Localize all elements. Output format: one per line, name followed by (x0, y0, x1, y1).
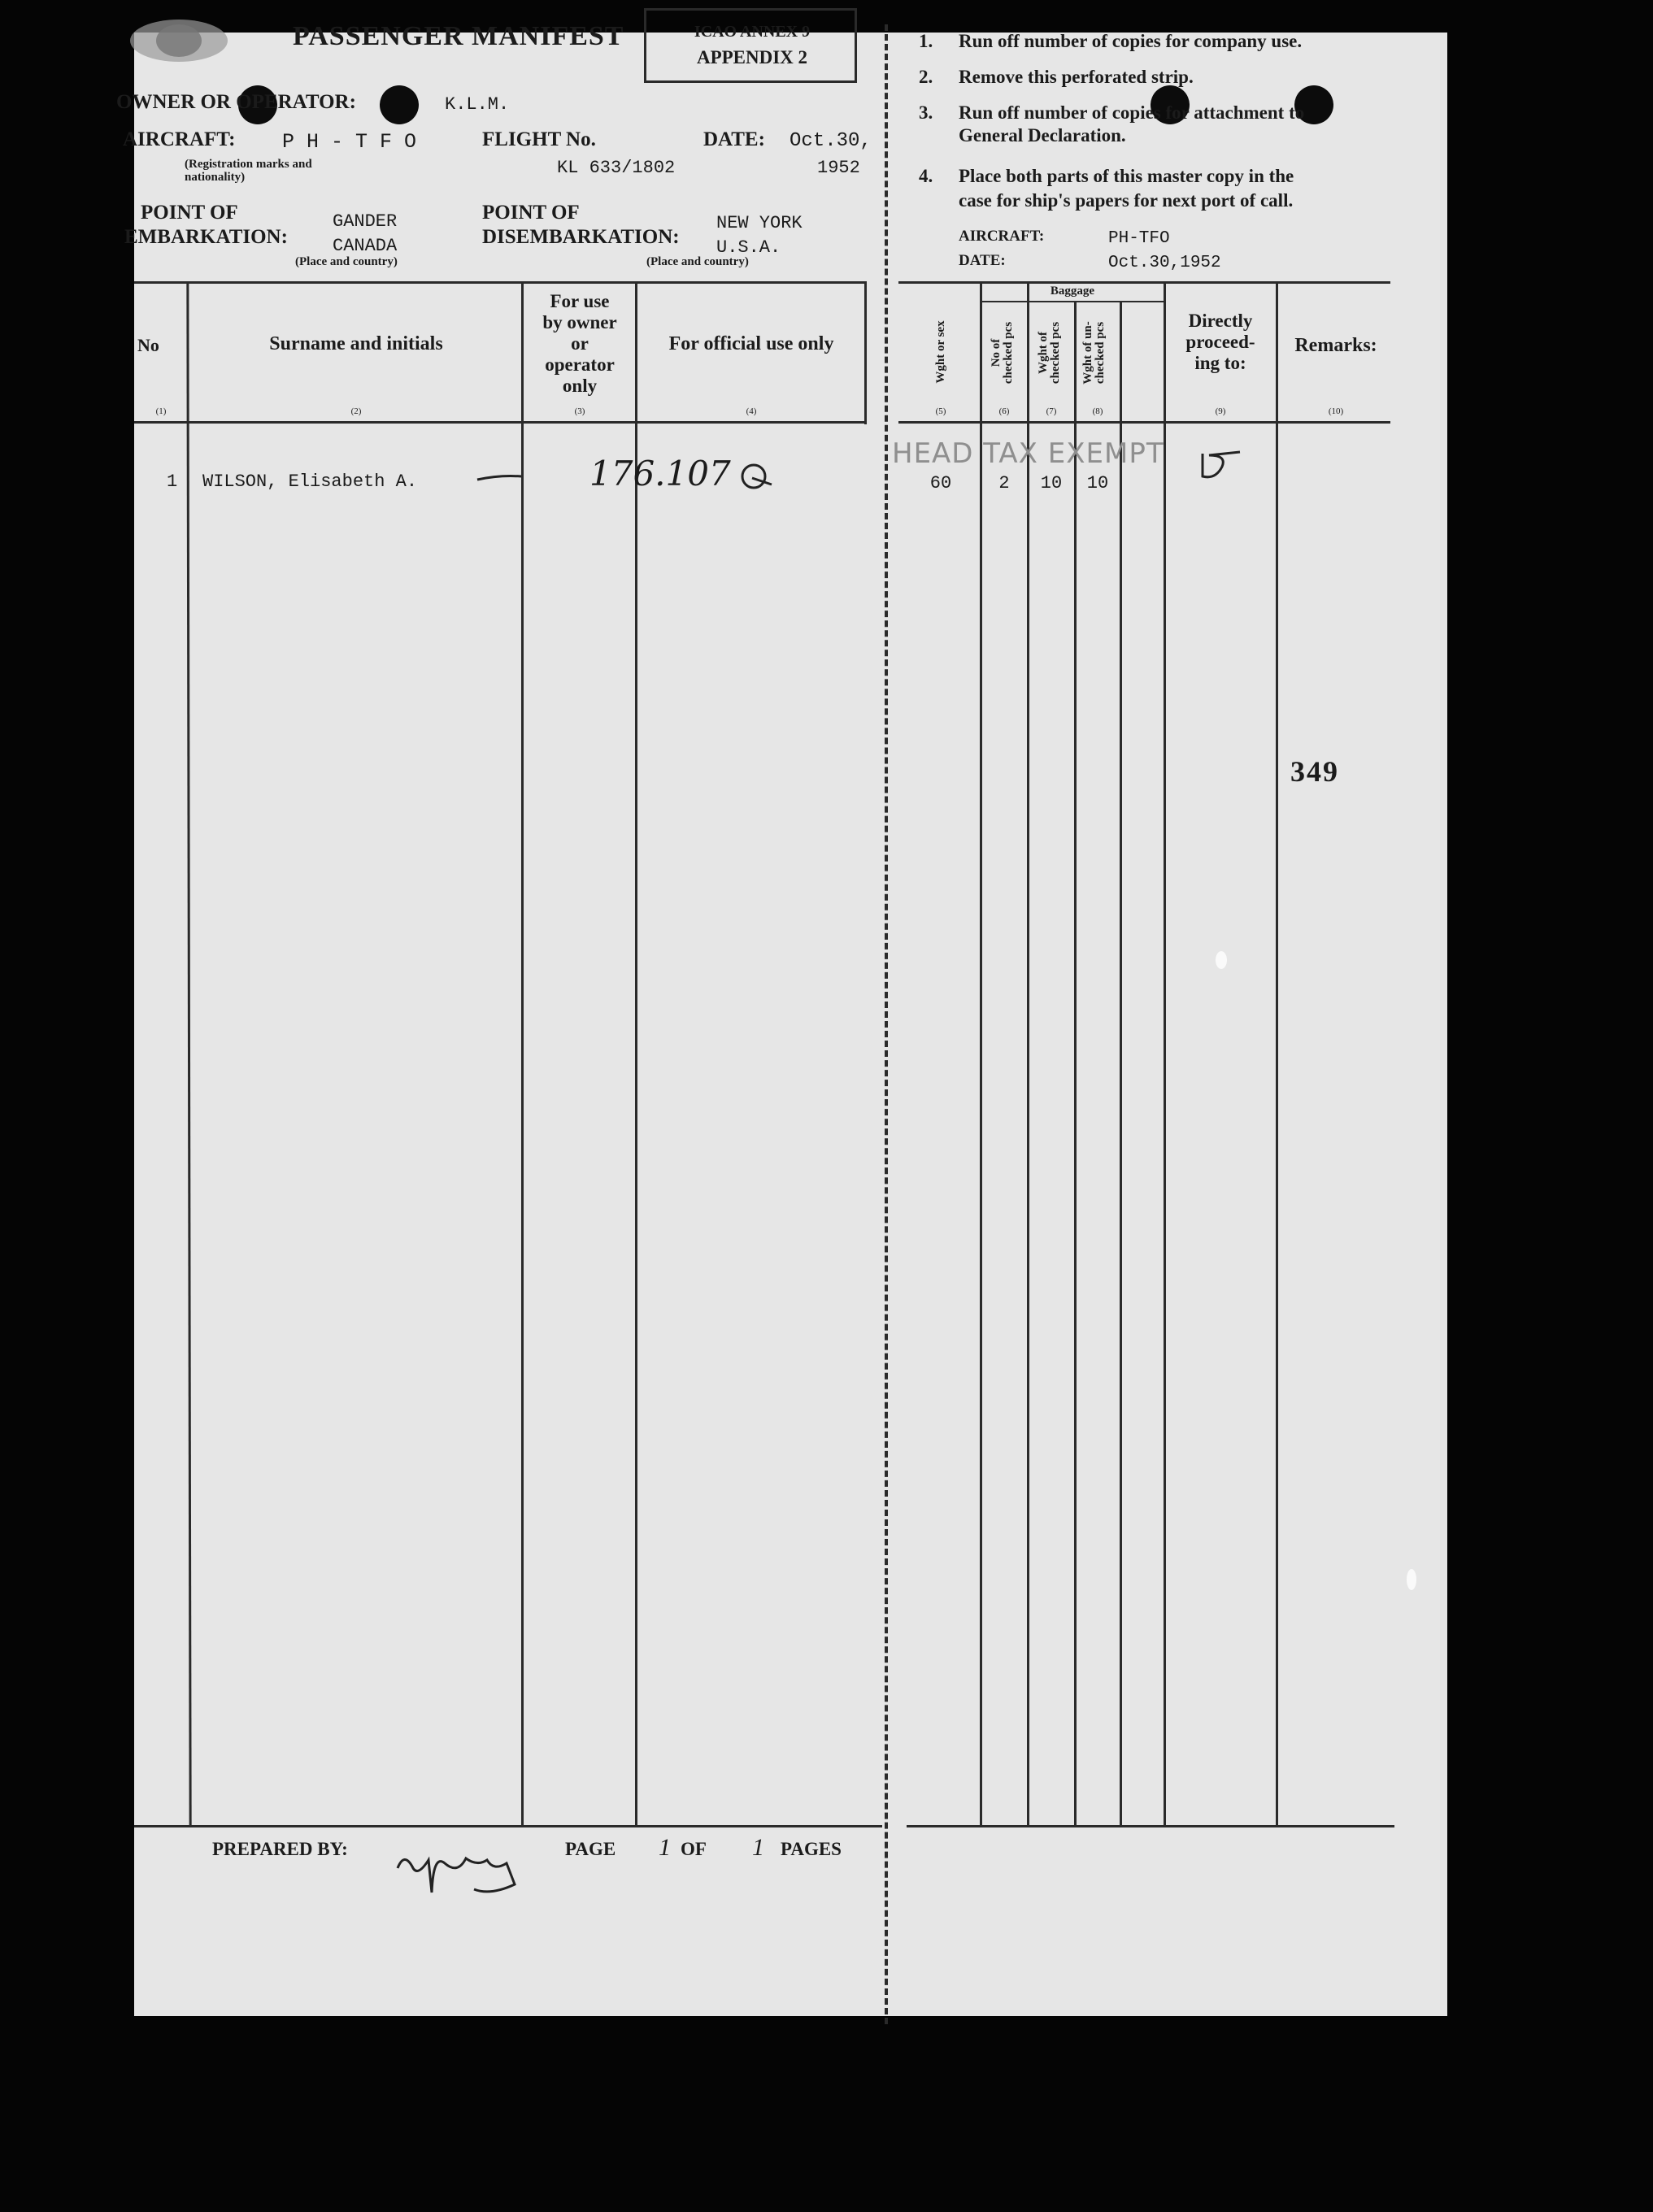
col-number: (10) (1328, 406, 1344, 416)
page-stamp-number: 349 (1290, 755, 1339, 788)
instruction-4-num: 4. (919, 166, 933, 186)
col-header-owner-use-4: operator (545, 354, 615, 375)
col-header-no: No (137, 335, 159, 355)
col-header-owner-use-2: by owner (542, 312, 617, 332)
punch-hole (380, 85, 419, 124)
date-value: Oct.30, (790, 130, 872, 152)
disembark-value-1: NEW YORK (716, 213, 803, 233)
footer-rule-right (907, 1825, 1394, 1827)
perforation-line (885, 24, 888, 2024)
col-number: (8) (1092, 406, 1103, 416)
instruction-1-text: Run off number of copies for company use. (959, 31, 1303, 51)
col-number: (2) (350, 406, 362, 416)
col-header-surname: Surname and initials (269, 333, 443, 354)
annex-box-text: APPENDIX 2 (696, 47, 808, 67)
table-top-rule-left (134, 281, 864, 284)
embark-label-2: EMBARKATION: (124, 226, 288, 248)
of-value: 1 (752, 1834, 764, 1861)
paper-speck (1216, 951, 1227, 969)
page-label: PAGE (565, 1839, 616, 1859)
baggage-rule (980, 301, 1165, 302)
manifest-page (116, 21, 1447, 2016)
col-header-owner-use-1: For use (550, 291, 610, 311)
embark-label-1: POINT OF (141, 202, 238, 224)
airline-seal-logo (126, 24, 232, 69)
pages-label: PAGES (781, 1839, 842, 1859)
flight-value: KL 633/1802 (557, 158, 676, 178)
embark-value-2: CANADA (333, 236, 398, 256)
remarks-handwritten-mark (1191, 444, 1248, 485)
handwritten-mark-icon (736, 460, 775, 493)
row-1-unchecked-weight: 10 (1086, 473, 1109, 493)
prepared-by-label: PREPARED BY: (212, 1839, 348, 1859)
right-date-value: Oct.30,1952 (1108, 254, 1221, 272)
col-number: (7) (1046, 406, 1057, 416)
column-rule (1276, 281, 1278, 1826)
column-rule (980, 281, 982, 1826)
col-header-weight-unchecked-1: Wght of un- (1081, 321, 1094, 385)
aircraft-label: AIRCRAFT: (123, 128, 236, 150)
col-number: (9) (1215, 406, 1226, 416)
document-title: PASSENGER MANIFEST (293, 21, 624, 51)
table-header-rule-right (898, 421, 1390, 424)
instruction-4-text-2: case for ship's papers for next port of call. (959, 190, 1294, 211)
column-rule (1164, 281, 1166, 1826)
col-header-directly-2: proceed- (1185, 332, 1255, 352)
disembark-value-2: U.S.A. (716, 237, 781, 258)
table-top-rule-right (898, 281, 1390, 284)
disembark-note: (Place and country) (646, 255, 749, 268)
col-header-weight-checked-2: checked pcs (1049, 321, 1062, 385)
col-header-weight-checked (1037, 314, 1064, 392)
col-header-checked-pcs-2: checked pcs (1002, 321, 1015, 385)
annex-box-top-text: ICAO ANNEX 9 (694, 23, 811, 41)
instruction-3-text-2: General Declaration. (959, 125, 1126, 146)
instruction-4-text: Place both parts of this master copy in the (959, 166, 1294, 186)
head-tax-stamp: HEAD TAX EXEMPT (892, 437, 1164, 470)
instruction-2-num: 2. (919, 67, 933, 87)
col-header-weight-unchecked (1082, 314, 1108, 392)
col-header-official: For official use only (668, 333, 834, 354)
right-date-label: DATE: (959, 252, 1006, 269)
annex-box (644, 8, 857, 83)
date-label: DATE: (703, 128, 765, 150)
row-1-weight: 60 (929, 473, 952, 493)
col-header-weight-unchecked-2: checked pcs (1094, 321, 1107, 385)
instruction-3-text: Run off number of copies for attachment to (959, 102, 1305, 123)
embark-value-1: GANDER (333, 211, 398, 232)
aircraft-value: P H - T F O (282, 130, 417, 154)
disembark-label-1: POINT OF (482, 202, 580, 224)
col-header-owner-use-5: only (562, 376, 598, 396)
footer-rule-left (134, 1825, 882, 1827)
col-number: (1) (155, 406, 167, 416)
disembark-label-2: DISEMBARKATION: (482, 226, 680, 248)
owner-value: K.L.M. (445, 94, 510, 115)
col-number: (3) (574, 406, 585, 416)
instruction-2-text: Remove this perforated strip. (959, 67, 1194, 87)
col-header-weight-sex (935, 311, 959, 393)
row-1-checked-weight: 10 (1040, 473, 1063, 493)
col-header-checked-pcs (990, 314, 1016, 392)
col-header-weight-sex-text: Wght or sex (934, 320, 947, 384)
paper-speck (1407, 1569, 1416, 1590)
preparer-signature (393, 1836, 539, 1909)
col-header-weight-checked-1: Wght of (1037, 331, 1050, 375)
row-1-name: WILSON, Elisabeth A. (202, 472, 418, 492)
date-year: 1952 (817, 158, 860, 178)
of-label: OF (681, 1839, 707, 1859)
col-header-remarks: Remarks: (1294, 335, 1377, 356)
col-number: (5) (935, 406, 946, 416)
column-rule (864, 281, 867, 424)
col-header-checked-pcs-1: No of (990, 338, 1003, 367)
row-1-checked-pcs: 2 (998, 473, 1010, 493)
instruction-1-num: 1. (919, 31, 933, 51)
col-number: (6) (998, 406, 1010, 416)
page-value: 1 (659, 1834, 671, 1861)
col-header-directly-1: Directly (1188, 311, 1253, 331)
row-1-dash-mark (476, 470, 524, 486)
column-rule (521, 281, 524, 1826)
row-1-no: 1 (167, 472, 178, 492)
column-rule (186, 281, 191, 1826)
instruction-3-num: 3. (919, 102, 933, 123)
owner-label: OWNER OR OPERATOR: (116, 91, 356, 113)
col-header-directly-3: ing to: (1194, 353, 1246, 373)
right-aircraft-label: AIRCRAFT: (959, 228, 1045, 245)
row-1-official (589, 454, 775, 493)
column-rule (1120, 301, 1122, 1826)
table-header-rule-left (134, 421, 864, 424)
column-rule (635, 281, 637, 1826)
row-1-official-text: 176.107 (589, 454, 731, 493)
embark-note: (Place and country) (295, 255, 398, 268)
column-rule (1074, 301, 1077, 1826)
flight-label: FLIGHT No. (482, 128, 596, 150)
col-header-baggage: Baggage (1050, 285, 1095, 298)
col-header-owner-use-3: or (571, 333, 589, 354)
aircraft-note: (Registration marks and nationality) (185, 158, 312, 184)
right-aircraft-value: PH-TFO (1108, 229, 1170, 248)
column-rule (1027, 281, 1029, 1826)
col-number: (4) (746, 406, 757, 416)
